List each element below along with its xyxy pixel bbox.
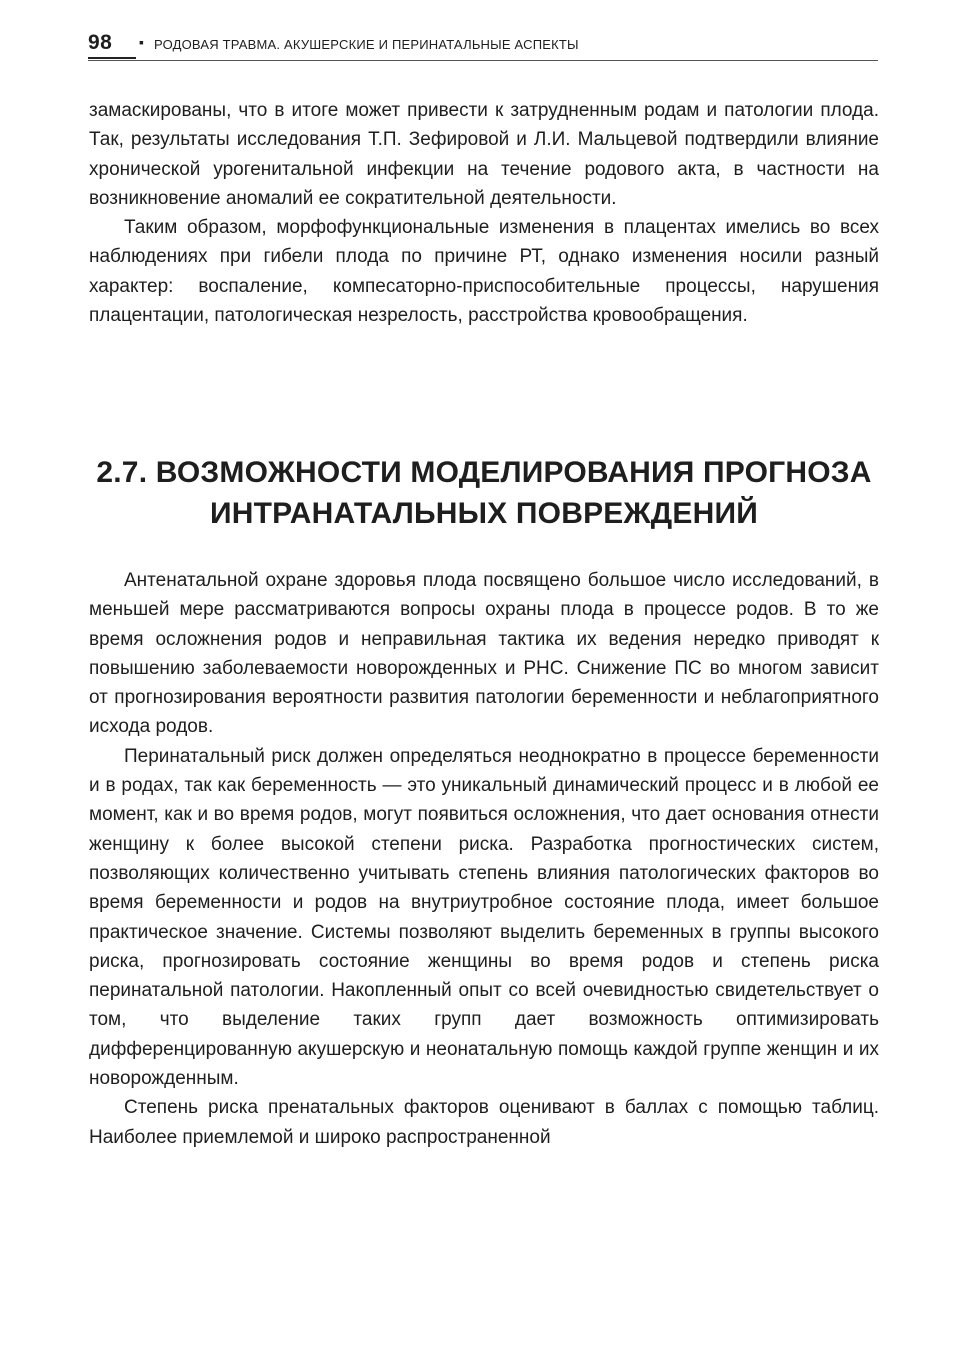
header-divider [88,60,878,61]
paragraph: замаскированы, что в итоге может привести к затрудненным родам и патологии плода. Так, результаты исследования Т.П. Зефировой и Л.И. Мальцевой подтвердили влияние хронической урогенитальной инфекции на течение родового акта, в частности на возникновение аномалий ее сократительной деятельности. [89,100,879,209]
section-heading-line-1: 2.7. ВОЗМОЖНОСТИ МОДЕЛИРОВАНИЯ ПРОГНОЗА [96,456,872,489]
section-body [89,566,879,1152]
paragraph: Антенатальной охране здоровья плода посвящено большое число исследований, в меньшей мере рассматриваются вопросы охраны плода в процессе родов. В то же время осложнения родов и неправильная тактика их ведения нередко приводят к повышению заболеваемости новорожденных и РНС. Снижение ПС во многом зависит от прогнозирования вероятности развития патологии беременности и неблагоприятного исхода родов. [89,570,879,738]
section-heading [89,452,879,534]
paragraph: Степень риска пренатальных факторов оценивают в баллах с помощью таблиц. Наиболее приемлемой и широко распространенной [89,1097,879,1148]
paragraph: Таким образом, морфофункциональные изменения в плацентах имелись во всех наблюдениях при гибели плода по причине РТ, однако изменения носили разный характер: воспаление, компесаторно-приспособительные процессы, нарушения плацентации, патологическая незрелость, расстройства кровообращения. [89,217,879,327]
paragraph: Перинатальный риск должен определяться неоднократно в процессе беременности и в родах, так как беременность — это уникальный динамический процесс и в любой ее момент, как и во время родов, могут появиться осложнения, что дает основания отнести женщину к более высокой степени риска. Разработка прогностических систем, позволяющих количественно учитывать степень влияния патологических факторов во время беременности и родов на внутриутробное состояние плода, имеет большое практическое значение. Системы позволяют выделить беременных в группы высокого риска, прогнозировать состояние женщины во время родов и степень риска перинатальной патологии. Накопленный опыт со всей очевидностью свидетельствует о том, что выделение таких групп дает возможность оптимизировать дифференцированную акушерскую и неонатальную помощь каждой группе женщин и их новорожденным. [89,745,879,1090]
running-title: РОДОВАЯ ТРАВМА. АКУШЕРСКИЕ И ПЕРИНАТАЛЬНЫЕ АСПЕКТЫ [154,37,579,52]
section-heading-line-2: ИНТРАНАТАЛЬНЫХ ПОВРЕЖДЕНИЙ [210,497,758,530]
page-number-underline [88,57,136,59]
intro-text [89,96,879,330]
header-bullet-icon: ▪ [139,34,144,50]
page-number: 98 [88,31,113,54]
running-header [88,31,878,61]
